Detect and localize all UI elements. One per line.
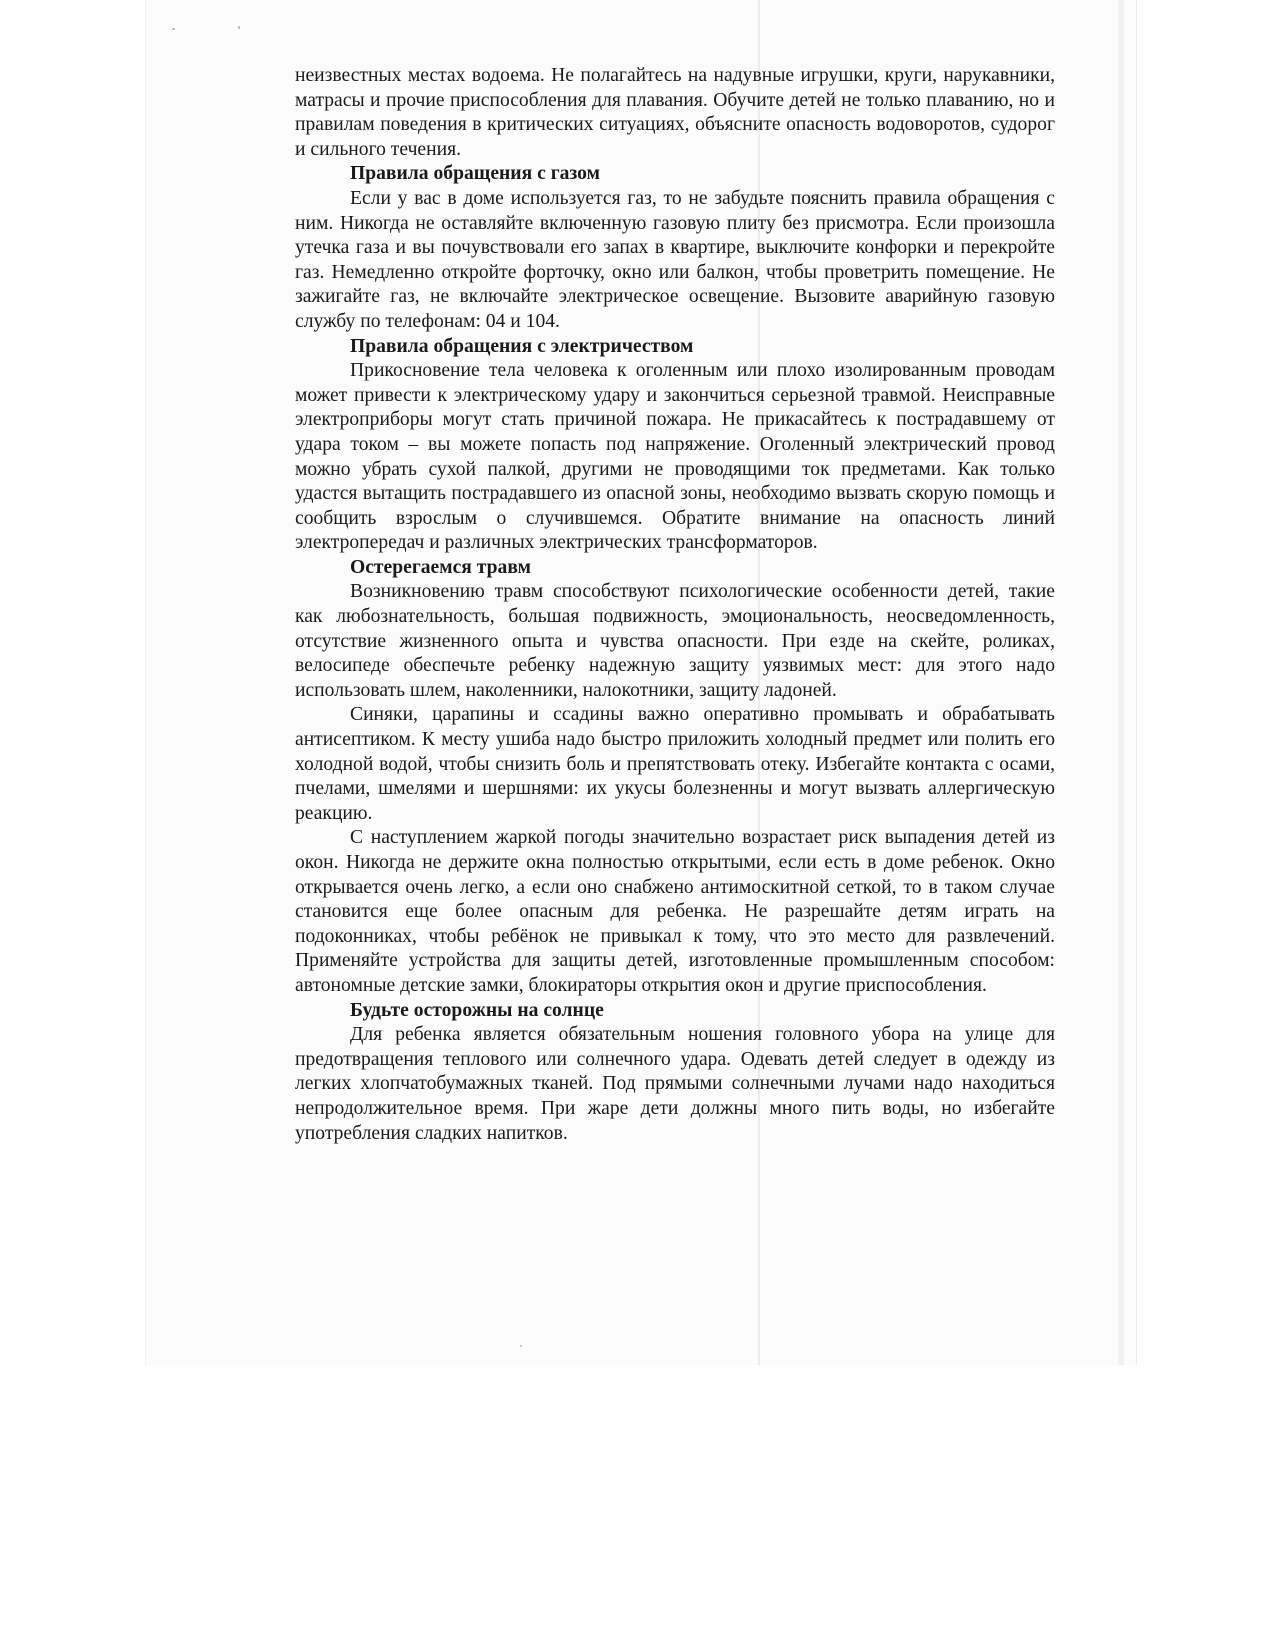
heading-sun-safety: Будьте осторожны на солнце [350,999,604,1021]
paragraph-electricity: Прикосновение тела человека к оголенным или плохо изолированным проводам может привести к электрическому удару и закончиться серьезной травмой. Неисправные электроприборы могут стать причиной пожара. Не прикасайтесь к пострадавшему от удара током – вы можете попасть под напряжение. Оголенный электрический провод можно убрать сухой палкой, другими не проводящими ток предметами. Как только удастся вытащить пострадавшего из опасной зоны, необходимо вызвать скорую помощь и сообщить взрослым о случившемся. Обратите внимание на опасность линий электропередач и различных электрических трансформаторов. [295,360,1055,554]
sheet-edge-shadow [1118,0,1124,1365]
scan-speck [238,26,240,29]
scan-speck [520,1345,522,1347]
heading-injuries: Остерегаемся травм [350,556,531,578]
heading-gas-rules: Правила обращения с газом [350,163,600,185]
paragraph-gas: Если у вас в доме используется газ, то не забудьте пояснить правила обращения с ним. Никогда не оставляйте включенную газовую плиту без присмотра. Если произошла утечка газа и вы почувствовали его запах в квартире, выключите конфорки и перекройте газ. Немедленно откройте форточку, окно или балкон, чтобы проветрить помещение. Не зажигайте газ, не включайте электрическое освещение. Вызовите аварийную газовую службу по телефонам: 04 и 104. [295,187,1055,332]
paragraph-sun: Для ребенка является обязательным ношения головного убора на улице для предотвращения теплового или солнечного удара. Одевать детей следует в одежду из легких хлопчатобумажных тканей. Под прямыми солнечными лучами надо находиться непродолжительное время. При жаре дети должны много пить воды, но избегайте употребления сладких напитков. [295,1024,1055,1144]
document-body [295,64,1055,1146]
paragraph-bruises: Синяки, царапины и ссадины важно оперативно промывать и обрабатывать антисептиком. К месту ушиба надо быстро приложить холодный предмет или полить его холодной водой, чтобы снизить боль и препятствовать отеку. Избегайте контакта с осами, пчелами, шмелями и шершнями: их укусы болезненны и могут вызвать аллергическую реакцию. [295,704,1055,824]
paragraph-windows: С наступлением жаркой погоды значительно возрастает риск выпадения детей из окон. Никогда не держите окна полностью открытыми, если есть в доме ребенок. Окно открывается очень легко, а если оно снабжено антимоскитной сеткой, то в таком случае становится еще более опасным для ребенка. Не разрешайте детям играть на подоконниках, чтобы ребёнок не привыкал к тому, что это место для развлечений. Применяйте устройства для защиты детей, изготовленные промышленным способом: автономные детские замки, блокираторы открытия окон и другие приспособления. [295,827,1055,996]
scan-speck [172,28,175,30]
paragraph-swimming-continued: неизвестных местах водоема. Не полагайтесь на надувные игрушки, круги, нарукавники, матрасы и прочие приспособления для плавания. Обучите детей не только плаванию, но и правилам поведения в критических ситуациях, объясните опасность водоворотов, судорог и сильного течения. [295,65,1055,160]
paragraph-injuries: Возникновению травм способствуют психологические особенности детей, такие как любознательность, большая подвижность, эмоциональность, неосведомленность, отсутствие жизненного опыта и чувства опасности. При езде на скейте, роликах, велосипеде обеспечьте ребенку надежную защиту уязвимых мест: для этого надо использовать шлем, наколенники, налокотники, защиту ладоней. [295,581,1055,701]
heading-electricity-rules: Правила обращения с электричеством [350,335,694,357]
